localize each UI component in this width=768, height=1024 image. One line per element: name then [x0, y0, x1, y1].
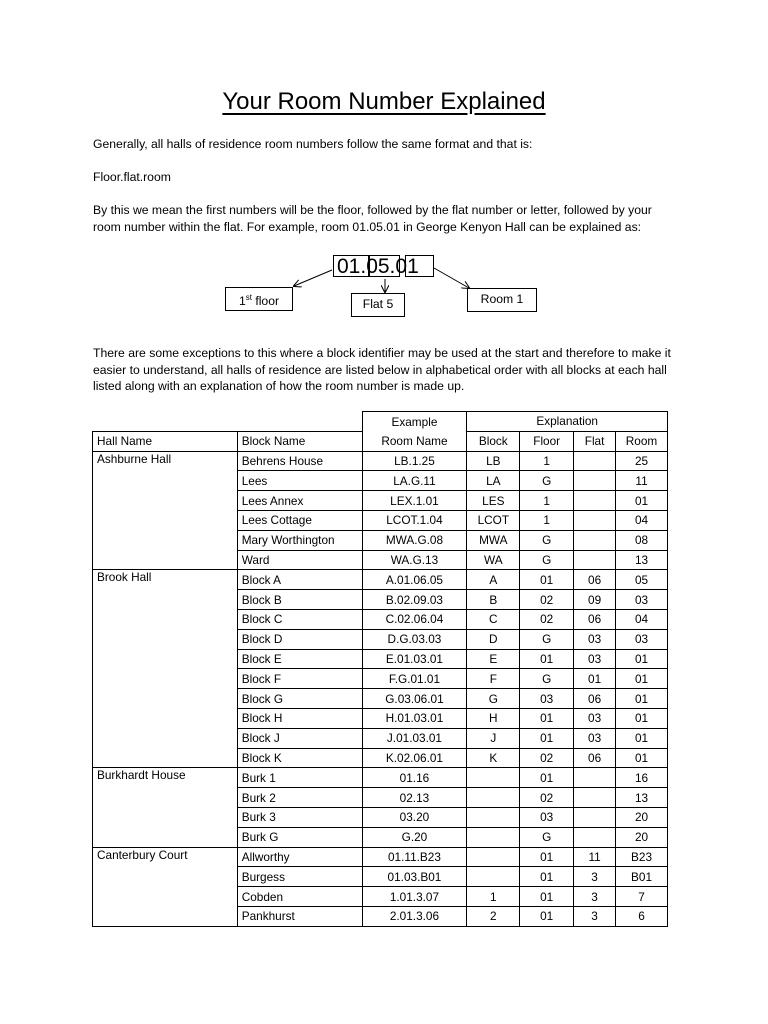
- flat-cell: [574, 451, 616, 471]
- flat-cell: 06: [574, 748, 616, 768]
- block-id-cell: J: [467, 728, 520, 748]
- block-id-cell: MWA: [467, 530, 520, 550]
- header-floor: Floor: [520, 431, 574, 451]
- example-room-cell: LB.1.25: [362, 451, 467, 471]
- flat-cell: [574, 510, 616, 530]
- flat-cell: [574, 471, 616, 491]
- flat-cell: 06: [574, 609, 616, 629]
- floor-ordinal: st: [245, 293, 252, 302]
- block-id-cell: G: [467, 689, 520, 709]
- header-flat: Flat: [574, 431, 616, 451]
- block-name-cell: Block F: [237, 669, 362, 689]
- room-cell: 04: [616, 510, 668, 530]
- room-arrow: [434, 268, 469, 288]
- table-row: [93, 847, 668, 867]
- example-room-cell: 01.16: [362, 768, 467, 788]
- block-name-cell: Block H: [237, 708, 362, 728]
- floor-word: floor: [251, 294, 280, 309]
- floor-cell: 1: [520, 510, 574, 530]
- block-name-cell: Block C: [237, 609, 362, 629]
- example-room-cell: LCOT.1.04: [362, 510, 467, 530]
- block-id-cell: F: [467, 669, 520, 689]
- example-room-cell: LEX.1.01: [362, 491, 467, 511]
- hall-name-cell: Ashburne Hall: [93, 451, 238, 570]
- room-cell: 08: [616, 530, 668, 550]
- header-room: Room: [616, 431, 668, 451]
- block-id-cell: WA: [467, 550, 520, 570]
- halls-table: [92, 411, 668, 927]
- block-id-cell: K: [467, 748, 520, 768]
- room-cell: 03: [616, 629, 668, 649]
- example-room-cell: F.G.01.01: [362, 669, 467, 689]
- floor-cell: 01: [520, 887, 574, 907]
- block-id-cell: H: [467, 708, 520, 728]
- block-name-cell: Burgess: [237, 867, 362, 887]
- room-cell: 04: [616, 609, 668, 629]
- block-id-cell: C: [467, 609, 520, 629]
- flat-cell: [574, 768, 616, 788]
- block-id-cell: LA: [467, 471, 520, 491]
- table-row: [93, 768, 668, 788]
- flat-cell: 3: [574, 867, 616, 887]
- room-cell: 01: [616, 728, 668, 748]
- room-cell: 05: [616, 570, 668, 590]
- floor-cell: 01: [520, 649, 574, 669]
- floor-cell: 01: [520, 847, 574, 867]
- table-row: [93, 570, 668, 590]
- block-name-cell: Block J: [237, 728, 362, 748]
- floor-cell: 03: [520, 689, 574, 709]
- header-hall-name: Hall Name: [93, 431, 238, 451]
- block-name-cell: Burk 3: [237, 807, 362, 827]
- intro-paragraph: Generally, all halls of residence room numbers follow the same format and that is:: [93, 137, 533, 151]
- example-room-cell: 02.13: [362, 788, 467, 808]
- floor-cell: 02: [520, 788, 574, 808]
- block-id-cell: [467, 788, 520, 808]
- block-id-cell: LES: [467, 491, 520, 511]
- floor-cell: 1: [520, 451, 574, 471]
- block-id-cell: D: [467, 629, 520, 649]
- room-number-diagram: [0, 250, 768, 330]
- floor-label-box: [225, 287, 293, 311]
- exceptions-paragraph: There are some exceptions to this where a block identifier may be used at the start and therefore to make it easier to understand, all halls of residence are listed below in alphabetical order with all blocks at each hall listed along with an explanation of how the room number is made up.: [93, 346, 671, 393]
- example-room-cell: E.01.03.01: [362, 649, 467, 669]
- floor-cell: 03: [520, 807, 574, 827]
- floor-cell: 02: [520, 590, 574, 610]
- header-room-name: Room Name: [362, 431, 467, 451]
- example-room-cell: 03.20: [362, 807, 467, 827]
- room-cell: 01: [616, 708, 668, 728]
- block-id-cell: [467, 867, 520, 887]
- floor-cell: 01: [520, 708, 574, 728]
- room-cell: 13: [616, 788, 668, 808]
- page-title: Your Room Number Explained: [222, 88, 546, 115]
- block-name-cell: Block D: [237, 629, 362, 649]
- example-room-cell: C.02.06.04: [362, 609, 467, 629]
- block-name-cell: Block K: [237, 748, 362, 768]
- block-name-cell: Cobden: [237, 887, 362, 907]
- flat-cell: [574, 491, 616, 511]
- block-id-cell: [467, 807, 520, 827]
- block-id-cell: [467, 847, 520, 867]
- room-cell: B23: [616, 847, 668, 867]
- flat-cell: 03: [574, 629, 616, 649]
- room-cell: 25: [616, 451, 668, 471]
- floor-cell: G: [520, 827, 574, 847]
- floor-cell: 01: [520, 768, 574, 788]
- example-room-cell: 01.03.B01: [362, 867, 467, 887]
- block-name-cell: Lees Annex: [237, 491, 362, 511]
- example-room-cell: WA.G.13: [362, 550, 467, 570]
- floor-number: 1: [238, 294, 246, 309]
- block-name-cell: Block G: [237, 689, 362, 709]
- floor-cell: 02: [520, 609, 574, 629]
- flat-cell: 03: [574, 728, 616, 748]
- flat-cell: 09: [574, 590, 616, 610]
- block-name-cell: Lees: [237, 471, 362, 491]
- block-name-cell: Block A: [237, 570, 362, 590]
- block-name-cell: Burk 1: [237, 768, 362, 788]
- block-name-cell: Burk G: [237, 827, 362, 847]
- floor-cell: G: [520, 669, 574, 689]
- flat-cell: [574, 827, 616, 847]
- header-example: Example: [362, 412, 467, 432]
- example-room-cell: 1.01.3.07: [362, 887, 467, 907]
- example-room-cell: LA.G.11: [362, 471, 467, 491]
- flat-cell: [574, 550, 616, 570]
- flat-cell: 01: [574, 669, 616, 689]
- block-name-cell: Behrens House: [237, 451, 362, 471]
- example-room-cell: MWA.G.08: [362, 530, 467, 550]
- floor-cell: 01: [520, 867, 574, 887]
- floor-cell: 1: [520, 491, 574, 511]
- block-name-cell: Block E: [237, 649, 362, 669]
- example-room-cell: H.01.03.01: [362, 708, 467, 728]
- room-cell: 01: [616, 689, 668, 709]
- block-name-cell: Pankhurst: [237, 906, 362, 926]
- explanation-paragraph: By this we mean the first numbers will be the floor, followed by the flat number or letter, followed by your room number within the flat. For example, room 01.05.01 in George Kenyon Hall can be explained as:: [93, 203, 652, 234]
- flat-cell: 3: [574, 906, 616, 926]
- example-room-cell: B.02.09.03: [362, 590, 467, 610]
- flat-cell: 03: [574, 649, 616, 669]
- room-cell: 11: [616, 471, 668, 491]
- block-id-cell: B: [467, 590, 520, 610]
- room-cell: 20: [616, 827, 668, 847]
- floor-cell: G: [520, 471, 574, 491]
- flat-label-box: Flat 5: [351, 293, 405, 317]
- block-id-cell: LCOT: [467, 510, 520, 530]
- flat-cell: [574, 807, 616, 827]
- hall-name-cell: Burkhardt House: [93, 768, 238, 847]
- hall-name-cell: Canterbury Court: [93, 847, 238, 926]
- example-room-cell: 01.11.B23: [362, 847, 467, 867]
- block-name-cell: Lees Cottage: [237, 510, 362, 530]
- room-cell: 01: [616, 649, 668, 669]
- block-id-cell: 2: [467, 906, 520, 926]
- hall-name-cell: Brook Hall: [93, 570, 238, 768]
- flat-cell: [574, 788, 616, 808]
- flat-cell: 11: [574, 847, 616, 867]
- floor-cell: G: [520, 550, 574, 570]
- block-name-cell: Block B: [237, 590, 362, 610]
- room-cell: 01: [616, 491, 668, 511]
- room-cell: 6: [616, 906, 668, 926]
- format-paragraph: Floor.flat.room: [93, 170, 171, 184]
- header-block: Block: [467, 431, 520, 451]
- room-cell: 01: [616, 669, 668, 689]
- block-id-cell: [467, 768, 520, 788]
- block-name-cell: Mary Worthington: [237, 530, 362, 550]
- floor-cell: 02: [520, 748, 574, 768]
- flat-cell: [574, 530, 616, 550]
- room-cell: 01: [616, 748, 668, 768]
- flat-cell: 06: [574, 570, 616, 590]
- room-cell: 7: [616, 887, 668, 907]
- room-cell: B01: [616, 867, 668, 887]
- example-room-cell: A.01.06.05: [362, 570, 467, 590]
- room-cell: 20: [616, 807, 668, 827]
- room-cell: 16: [616, 768, 668, 788]
- example-room-cell: G.20: [362, 827, 467, 847]
- floor-arrow: [294, 270, 332, 286]
- block-id-cell: LB: [467, 451, 520, 471]
- block-id-cell: A: [467, 570, 520, 590]
- room-cell: 13: [616, 550, 668, 570]
- block-id-cell: E: [467, 649, 520, 669]
- example-room-cell: 2.01.3.06: [362, 906, 467, 926]
- flat-cell: 03: [574, 708, 616, 728]
- header-explanation: Explanation: [467, 412, 668, 432]
- block-name-cell: Allworthy: [237, 847, 362, 867]
- block-name-cell: Burk 2: [237, 788, 362, 808]
- flat-cell: 3: [574, 887, 616, 907]
- room-number-text: 01.05.01: [337, 255, 419, 278]
- example-room-cell: K.02.06.01: [362, 748, 467, 768]
- halls-table-body: [93, 451, 668, 926]
- room-cell: 03: [616, 590, 668, 610]
- flat-cell: 06: [574, 689, 616, 709]
- block-id-cell: 1: [467, 887, 520, 907]
- table-row: [93, 451, 668, 471]
- example-room-cell: J.01.03.01: [362, 728, 467, 748]
- floor-cell: 01: [520, 570, 574, 590]
- example-room-cell: G.03.06.01: [362, 689, 467, 709]
- floor-cell: 01: [520, 906, 574, 926]
- header-block-name: Block Name: [237, 431, 362, 451]
- room-label-box: Room 1: [467, 288, 537, 312]
- floor-cell: G: [520, 629, 574, 649]
- floor-cell: 01: [520, 728, 574, 748]
- floor-cell: G: [520, 530, 574, 550]
- example-room-cell: D.G.03.03: [362, 629, 467, 649]
- block-name-cell: Ward: [237, 550, 362, 570]
- block-id-cell: [467, 827, 520, 847]
